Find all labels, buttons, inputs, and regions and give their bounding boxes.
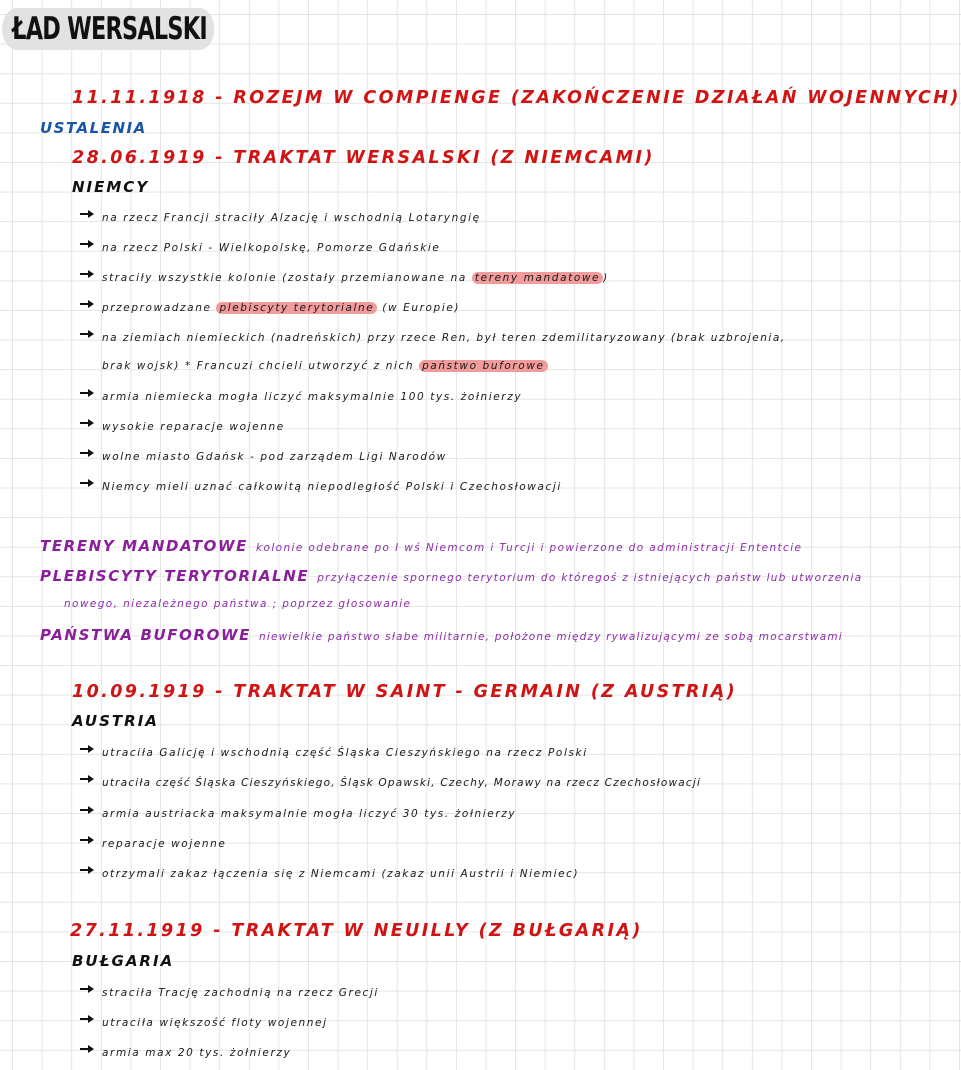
list-item: przeprowadzane plebiscyty terytorialne (w Europie) [80, 300, 460, 314]
country-germany: NIEMCY [72, 178, 150, 196]
list-item: otrzymali zakaz łączenia się z Niemcami (zakaz unii Austrii i Niemiec) [80, 866, 579, 880]
list-item: na rzecz Francji straciły Alzację i wschodnią Lotaryngię [80, 210, 481, 224]
ustalenia-label: USTALENIA [40, 119, 147, 137]
list-item-continuation: brak wojsk) * Francuzi chcieli utworzyć z nich państwo buforowe [102, 360, 548, 372]
arrow-icon [80, 449, 94, 457]
list-item: utraciła Galicję i wschodnią część Śląska Cieszyńskiego na rzecz Polski [80, 745, 588, 759]
list-item: armia niemiecka mogła liczyć maksymalnie 100 tys. żołnierzy [80, 389, 522, 403]
list-item: reparacje wojenne [80, 836, 226, 850]
arrow-icon [80, 389, 94, 397]
list-item: na ziemiach niemieckich (nadreńskich) przy rzece Ren, był teren zdemilitaryzowany (brak uzbrojenia, [80, 330, 786, 344]
definition-tereny-mandatowe: TERENY MANDATOWE kolonie odebrane po I wś Niemcom i Turcji i powierzone do administracji Ententcie [40, 537, 803, 555]
arrow-icon [80, 1015, 94, 1023]
definition-panstwa-buforowe: PAŃSTWA BUFOROWE niewielkie państwo słabe militarnie, położone między rywalizującymi ze sobą mocarstwami [40, 626, 843, 644]
definition-plebiscyty-continuation: nowego, niezależnego państwa ; poprzez głosowanie [64, 598, 412, 610]
arrow-icon [80, 775, 94, 783]
list-item: straciła Trację zachodnią na rzecz Grecji [80, 985, 379, 999]
country-bulgaria: BUŁGARIA [72, 952, 175, 970]
list-item: straciły wszystkie kolonie (zostały przemianowane na tereny mandatowe ) [80, 270, 609, 284]
list-item: Niemcy mieli uznać całkowitą niepodległość Polski i Czechosłowacji [80, 479, 562, 493]
list-item: armia austriacka maksymalnie mogła liczyć 30 tys. żołnierzy [80, 806, 516, 820]
list-item: wolne miasto Gdańsk - pod zarządem Ligi Narodów [80, 449, 447, 463]
arrow-icon [80, 985, 94, 993]
list-item: armia max 20 tys. żołnierzy [80, 1045, 291, 1059]
country-austria: AUSTRIA [72, 712, 159, 730]
treaty-saint-germain-heading: 10.09.1919 - TRAKTAT W SAINT - GERMAIN (Z AUSTRIĄ) [72, 682, 738, 702]
highlight-tereny-mandatowe: tereny mandatowe [472, 272, 603, 284]
arrow-icon [80, 836, 94, 844]
arrow-icon [80, 479, 94, 487]
armistice-heading: 11.11.1918 - ROZEJM W COMPIENGE (ZAKOŃCZENIE DZIAŁAŃ WOJENNYCH) [72, 88, 961, 108]
arrow-icon [80, 330, 94, 338]
arrow-icon [80, 270, 94, 278]
arrow-icon [80, 866, 94, 874]
arrow-icon [80, 300, 94, 308]
page-title: ŁAD WERSALSKI [2, 8, 214, 50]
arrow-icon [80, 419, 94, 427]
list-item: utraciła część Śląska Cieszyńskiego, Śląsk Opawski, Czechy, Morawy na rzecz Czechosłowacji [80, 775, 701, 789]
list-item: utraciła większość floty wojennej [80, 1015, 328, 1029]
arrow-icon [80, 745, 94, 753]
list-item: wysokie reparacje wojenne [80, 419, 285, 433]
definition-plebiscyty: PLEBISCYTY TERYTORIALNE przyłączenie spornego terytorium do któregoś z istniejących państw lub utworzenia [40, 567, 863, 585]
arrow-icon [80, 1045, 94, 1053]
arrow-icon [80, 210, 94, 218]
treaty-neuilly-heading: 27.11.1919 - TRAKTAT W NEUILLY (Z BUŁGARIĄ) [70, 921, 643, 941]
highlight-plebiscyty: plebiscyty terytorialne [216, 302, 377, 314]
treaty-versailles-heading: 28.06.1919 - TRAKTAT WERSALSKI (Z NIEMCAMI) [72, 148, 655, 168]
highlight-panstwo-buforowe: państwo buforowe [419, 360, 548, 372]
arrow-icon [80, 240, 94, 248]
arrow-icon [80, 806, 94, 814]
list-item: na rzecz Polski - Wielkopolskę, Pomorze Gdańskie [80, 240, 440, 254]
